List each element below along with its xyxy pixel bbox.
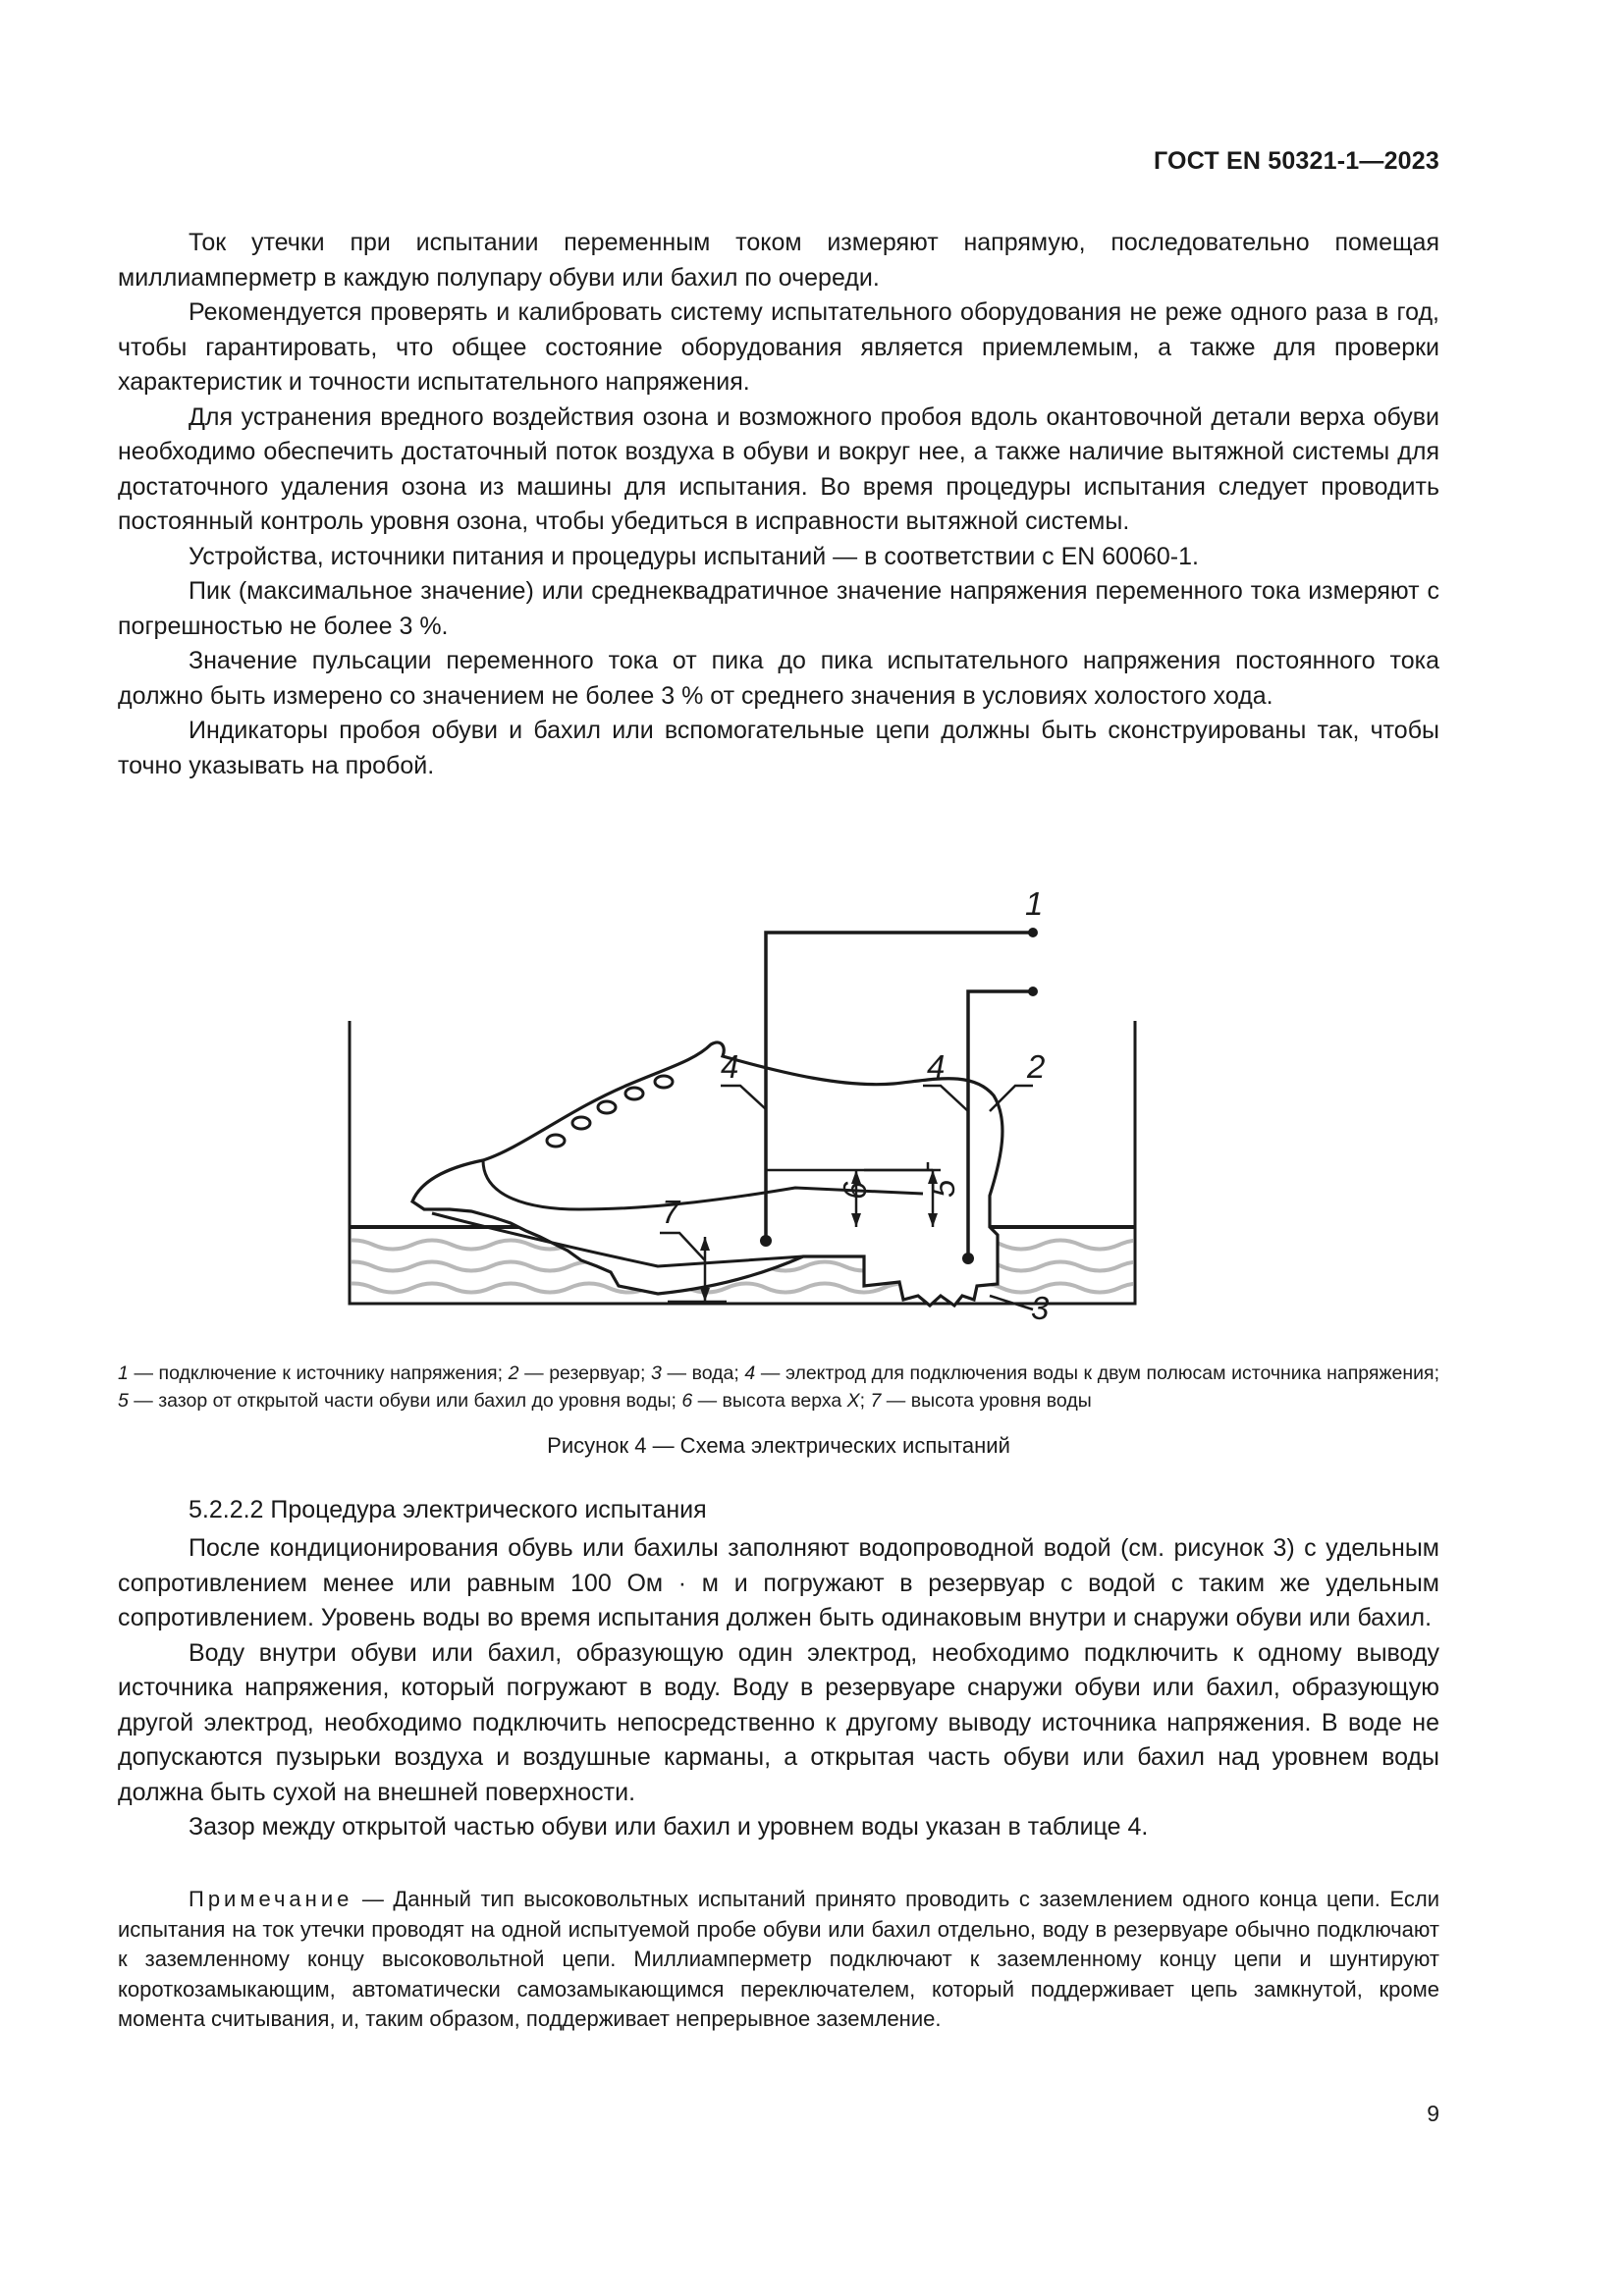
figure-caption: Рисунок 4 — Схема электрических испытаний (547, 1433, 1010, 1458)
legend-text: — подключение к источнику напряжения; (128, 1362, 509, 1384)
legend-text: — резервуар; (518, 1362, 652, 1384)
legend-num: 5 (118, 1390, 129, 1412)
legend-text: — электрод для подключения воды к двум полюсам источника напряжения; (755, 1362, 1439, 1384)
terminal-top (1028, 928, 1038, 937)
label-4-left: 4 (721, 1048, 739, 1085)
note-lead: Примечание (189, 1887, 353, 1911)
electrode-outer-tip (962, 1253, 974, 1264)
label-6: 6 (837, 1181, 873, 1200)
test-scheme-drawing (334, 864, 1276, 1335)
label-5: 5 (925, 1179, 961, 1198)
legend-num: 4 (744, 1362, 756, 1384)
legend-text: — вода; (661, 1362, 745, 1384)
note-paragraph (118, 1885, 1439, 2035)
paragraph: Устройства, источники питания и процедуры испытаний — в соответствии с EN 60060-1. (189, 542, 1199, 570)
paragraph: Индикаторы пробоя обуви и бахил или вспомогательные цепи должны быть сконструированы так, чтобы точно указывать на пробой. (118, 717, 1439, 779)
legend-num: 7 (870, 1390, 882, 1412)
legend-symbol: X (846, 1390, 860, 1412)
paragraph: Воду внутри обуви или бахил, образующую один электрод, необходимо подключить к одному выводу источника напряжения, который погружают в воду. Воду в резервуаре снаружи обуви или бахил, образующую другой электрод, необходимо подключить непосредственно к другому выводу источника напряжения. В воде не допускаются пузырьки воздуха и воздушные карманы, а открытая часть обуви или бахил над уровнем воды должна быть сухой на внешней поверхности. (118, 1638, 1439, 1806)
paragraph: После кондиционирования обувь или бахилы заполняют водопроводной водой (см. рисунок 3) с удельным сопротивлением менее или равным 100 Ом · м и погружают в резервуар с водой с таким же удельным сопротивлением. Уровень воды во время испытания должен быть одинаковым внутри и снаружи обуви или бахил. (118, 1534, 1439, 1631)
legend-num: 1 (118, 1362, 129, 1384)
label-2: 2 (1027, 1048, 1046, 1085)
legend-num: 2 (508, 1362, 519, 1384)
note-text: — Данный тип высоковольтных испытаний принято проводить с заземлением одного конца цепи. Если испытания на ток утечки проводят на одной испытуемой пробе обуви или бахил отдельно, воду в резервуаре обычно подключают к заземленному концу высоковольтной цепи. Миллиамперметр подключают к заземленному концу цепи и шунтируют короткозамыкающим, автоматически самозамыкающимся переключателем, который поддерживает цепь замкнутой, кроме момента считывания, и, таким образом, поддерживает непрерывное заземление. (118, 1887, 1439, 2031)
legend-text: — высота уровня воды (881, 1390, 1092, 1412)
figure-legend (118, 1360, 1439, 1415)
document-code: ГОСТ EN 50321-1—2023 (1154, 147, 1439, 175)
electrode-inner-tip (760, 1235, 772, 1247)
page-number: 9 (1427, 2101, 1439, 2126)
label-4-right: 4 (927, 1048, 946, 1085)
paragraph: Рекомендуется проверять и калибровать систему испытательного оборудования не реже одного раза в год, чтобы гарантировать, что общее состояние оборудования является приемлемым, а также для проверки характеристик и точности испытательного напряжения. (118, 298, 1439, 396)
body-text-upper (118, 226, 1439, 783)
legend-num: 6 (681, 1390, 693, 1412)
label-3: 3 (1031, 1290, 1050, 1326)
paragraph: Для устранения вредного воздействия озона и возможного пробоя вдоль окантовочной детали верха обуви необходимо обеспечить достаточный поток воздуха в обуви и вокруг нее, а также наличие вытяжной системы для достаточного удаления озона из машины для испытания. Во время процедуры испытания следует проводить постоянный контроль уровня озона, чтобы убедиться в исправности вытяжной системы. (118, 402, 1439, 535)
legend-text: — зазор от открытой части обуви или бахил до уровня воды; (128, 1390, 682, 1412)
section-heading: 5.2.2.2 Процедура электрического испытания (189, 1496, 707, 1523)
figure-4-diagram (334, 864, 1276, 1335)
label-1: 1 (1025, 885, 1044, 922)
label-7: 7 (662, 1194, 680, 1230)
shoe-outline (412, 1042, 1002, 1306)
note-block (118, 1885, 1439, 2035)
legend-text: — высота верха (692, 1390, 847, 1412)
paragraph: Зазор между открытой частью обуви или бахил и уровнем воды указан в таблице 4. (189, 1813, 1149, 1841)
paragraph: Пик (максимальное значение) или среднеквадратичное значение напряжения переменного тока измеряют с погрешностью не более 3 %. (118, 577, 1439, 640)
paragraph: Ток утечки при испытании переменным током измеряют напрямую, последовательно помещая миллиамперметр в каждую полупару обуви или бахил по очереди. (118, 229, 1439, 292)
body-text-lower (118, 1531, 1439, 1845)
legend-num: 3 (651, 1362, 662, 1384)
legend-text: ; (859, 1390, 871, 1412)
terminal-bottom (1028, 987, 1038, 996)
paragraph: Значение пульсации переменного тока от пика до пика испытательного напряжения постоянного тока должно быть измерено со значением не более 3 % от среднего значения в условиях холостого хода. (118, 647, 1439, 710)
